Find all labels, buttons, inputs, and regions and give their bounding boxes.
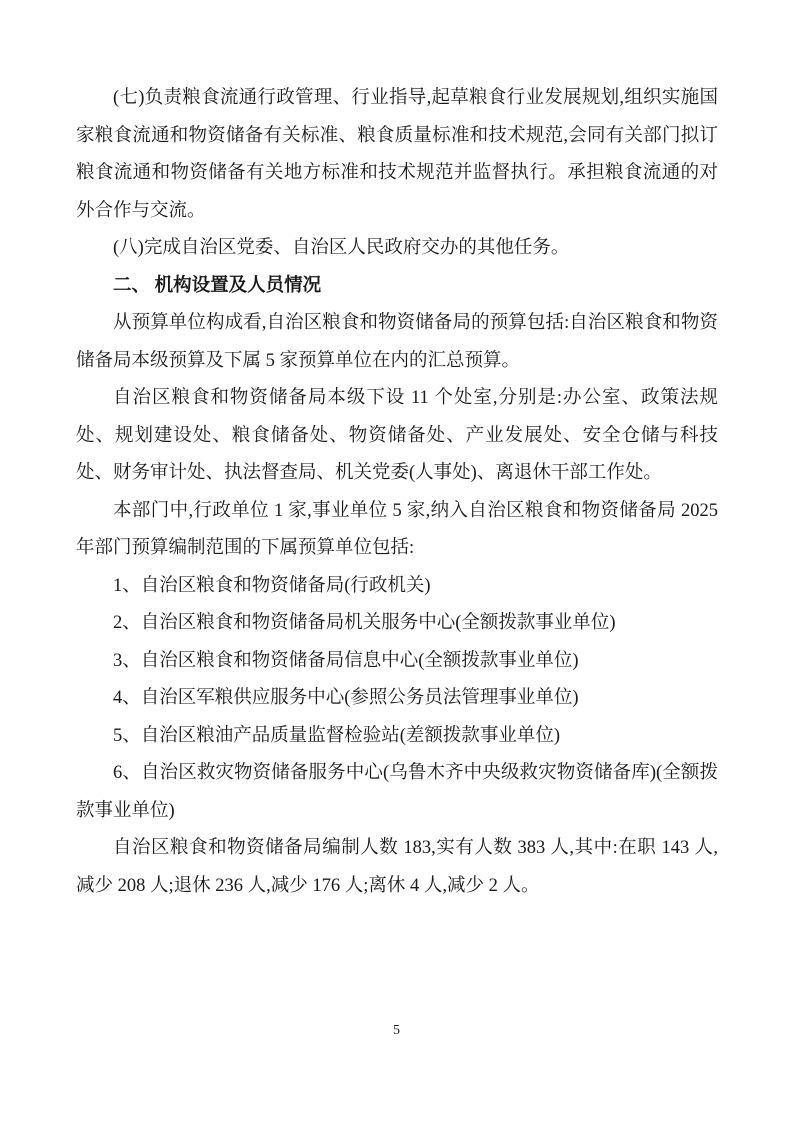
list-item-2: 2、自治区粮食和物资储备局机关服务中心(全额拨款事业单位)	[113, 613, 616, 633]
section-heading-2: 二、 机构设置及人员情况	[113, 275, 322, 296]
list-item-3: 3、自治区粮食和物资储备局信息中心(全额拨款事业单位)	[113, 650, 579, 671]
list-item-5: 5、自治区粮油产品质量监督检验站(差额拨款事业单位)	[113, 725, 561, 746]
list-item-1: 1、自治区粮食和物资储备局(行政机关)	[113, 575, 431, 596]
document-body	[76, 80, 718, 905]
paragraph-staffing-numbers: 自治区粮食和物资储备局编制人数 183,实有人数 383 人,其中:在职 143 人,减少 208 人;退休 236 人,减少 176 人;离休 4 人,减少 2 人。	[76, 838, 718, 896]
paragraph-duty-7: (七)负责粮食流通行政管理、行业指导,起草粮食行业发展规划,组织实施国家粮食流通和物资储备有关标准、粮食质量标准和技术规范,会同有关部门拟订粮食流通和物资储备有关地方标准和技术规范并监督执行。承担粮食流通的对外合作与交流。	[76, 88, 718, 221]
page-number: 5	[393, 1023, 400, 1038]
paragraph-unit-overview: 本部门中,行政单位 1 家,事业单位 5 家,纳入自治区粮食和物资储备局 2025 年部门预算编制范围的下属预算单位包括:	[76, 500, 718, 558]
paragraph-duty-8: (八)完成自治区党委、自治区人民政府交办的其他任务。	[113, 238, 570, 258]
paragraph-internal-offices: 自治区粮食和物资储备局本级下设 11 个处室,分别是:办公室、政策法规处、规划建设处、粮食储备处、物资储备处、产业发展处、安全仓储与科技处、财务审计处、执法督查局、机关党委(人事处)、离退休干部工作处。	[76, 388, 718, 483]
list-item-4: 4、自治区军粮供应服务中心(参照公务员法管理事业单位)	[113, 688, 579, 708]
list-item-6: 6、自治区救灾物资储备服务中心(乌鲁木齐中央级救灾物资储备库)(全额拨款事业单位)	[76, 763, 718, 821]
paragraph-budget-composition: 从预算单位构成看,自治区粮食和物资储备局的预算包括:自治区粮食和物资储备局本级预算及下属 5 家预算单位在内的汇总预算。	[76, 313, 718, 371]
